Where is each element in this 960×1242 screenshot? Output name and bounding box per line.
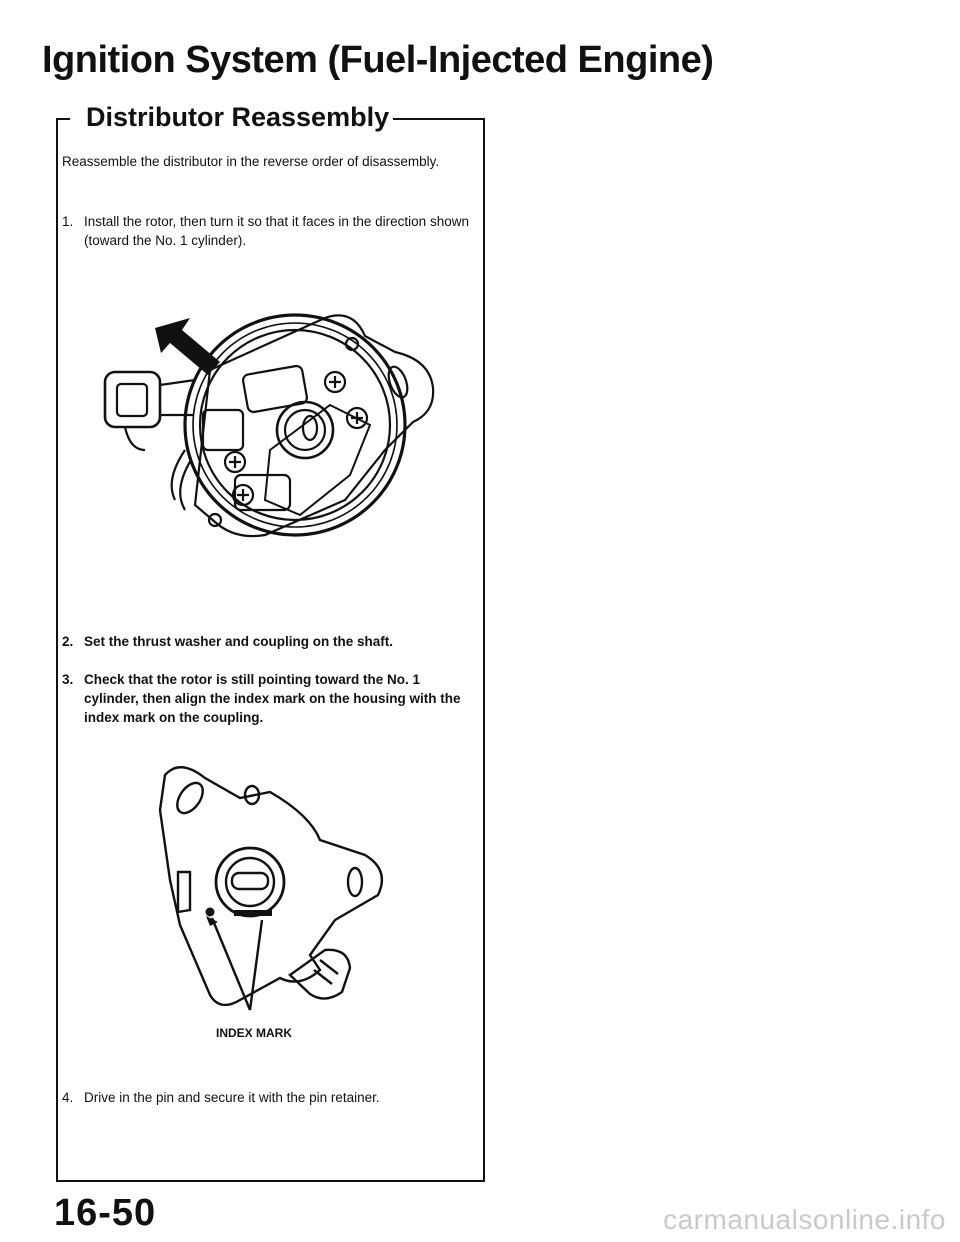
watermark: carmanualsonline.info: [663, 1204, 946, 1235]
step-text: Install the rotor, then turn it so that it faces in the direction shown (toward the No. 1 cylinder).: [84, 214, 469, 248]
step-number: 3.: [62, 672, 74, 687]
step-3: [62, 670, 472, 727]
page-number: 16-50: [54, 1192, 157, 1234]
section-title: Distributor Reassembly: [82, 100, 393, 134]
distributor-rotor-illustration: [95, 300, 440, 570]
index-mark-illustration: [150, 760, 390, 1020]
step-number: 1.: [62, 214, 74, 229]
step-text: Set the thrust washer and coupling on the shaft.: [84, 634, 394, 649]
step-2: [62, 632, 472, 651]
step-text: Check that the rotor is still pointing toward the No. 1 cylinder, then align the index mark on the housing with the index mark on the coupling.: [84, 672, 461, 725]
step-text: Drive in the pin and secure it with the pin retainer.: [84, 1090, 380, 1105]
index-mark-label: INDEX MARK: [216, 1026, 293, 1040]
step-number: 4.: [62, 1090, 74, 1105]
step-1: [62, 212, 472, 250]
step-number: 2.: [62, 634, 74, 649]
frame-top-left-rule: [56, 118, 70, 120]
page-title: Ignition System (Fuel-Injected Engine): [42, 39, 714, 81]
intro-paragraph: Reassemble the distributor in the reverse order of disassembly.: [62, 154, 440, 169]
step-4: [62, 1088, 472, 1107]
